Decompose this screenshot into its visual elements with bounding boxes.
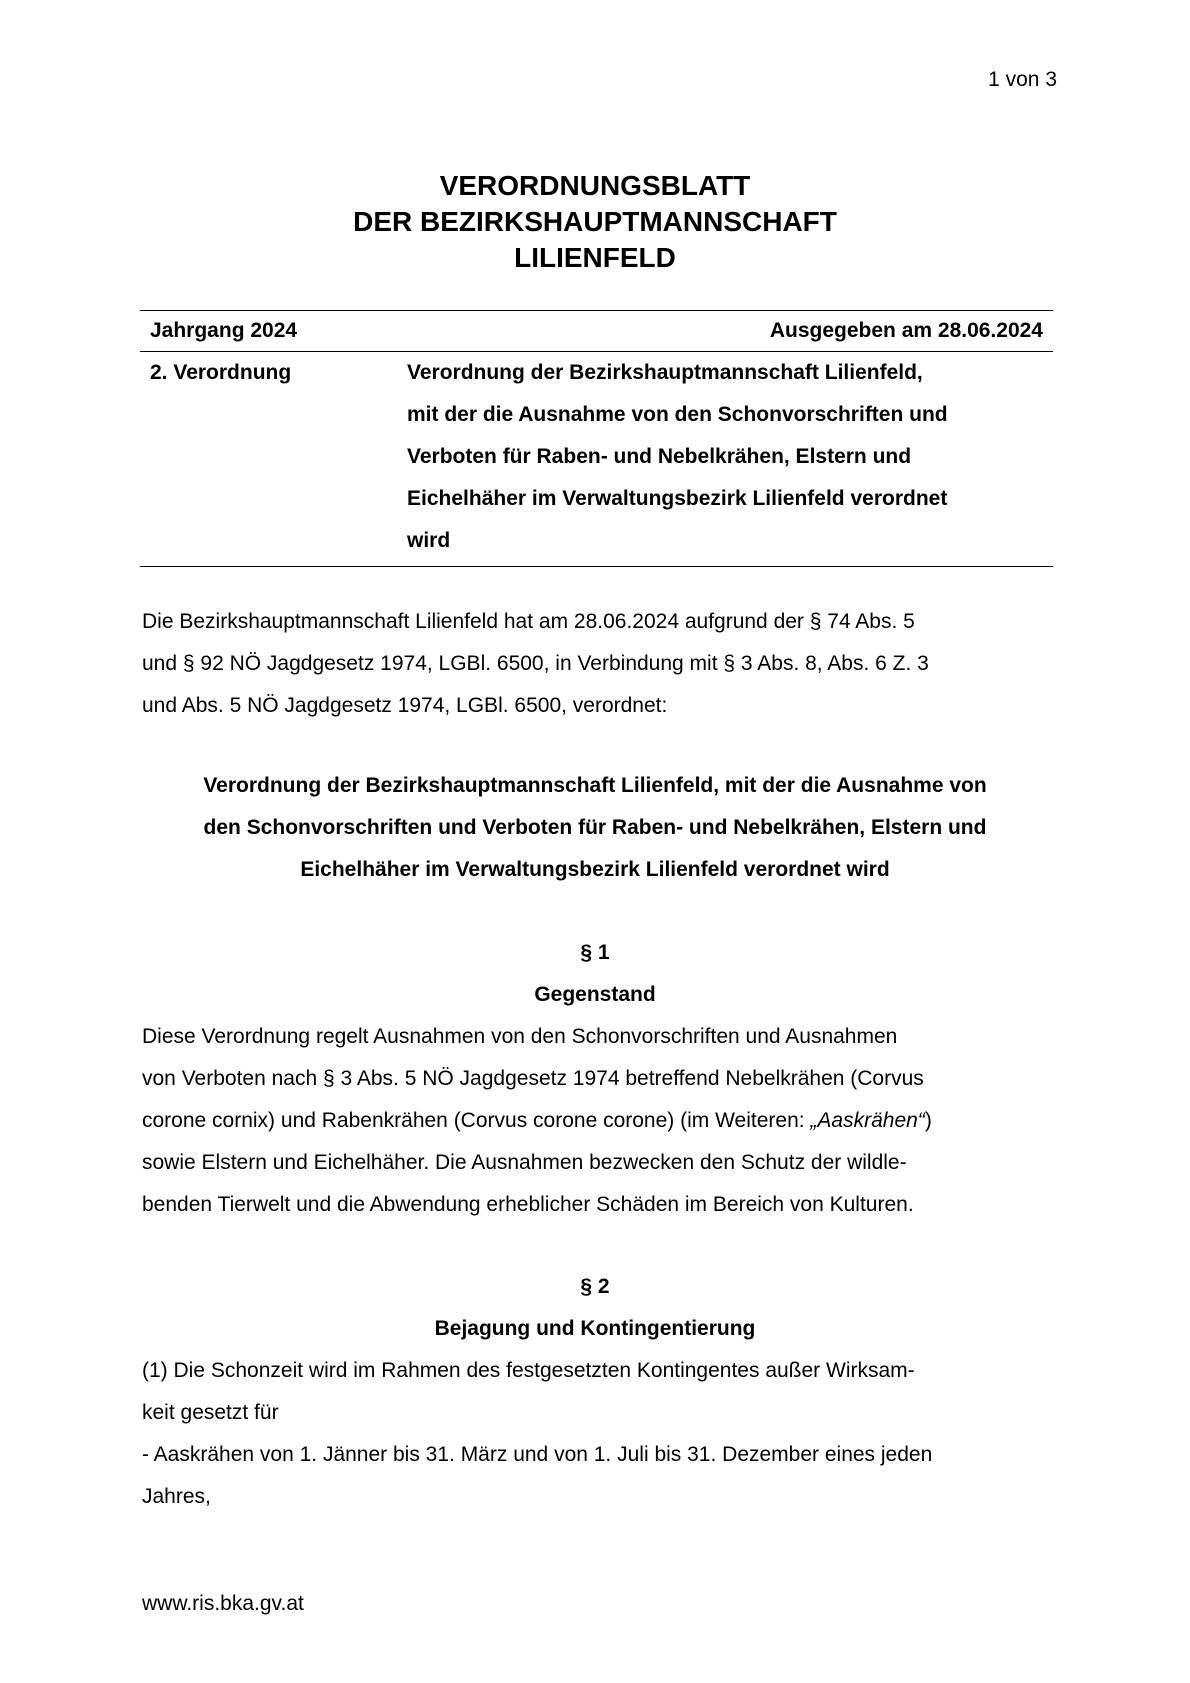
meta-row-issue xyxy=(140,311,1053,352)
verordnung-title-line: Eichelhäher im Verwaltungsbezirk Lilienfeld verordnet xyxy=(407,487,948,510)
section-line: - Aaskrähen von 1. Jänner bis 31. März und von 1. Juli bis 31. Dezember eines jeden xyxy=(142,1443,933,1466)
intro-line: und Abs. 5 NÖ Jagdgesetz 1974, LGBl. 6500, verordnet: xyxy=(142,694,668,717)
document-title xyxy=(0,168,1190,276)
title-line: VERORDNUNGSBLATT xyxy=(439,170,751,201)
section-number: § 1 xyxy=(580,941,610,964)
jahrgang: Jahrgang 2024 xyxy=(140,311,397,352)
section-title: Gegenstand xyxy=(534,983,656,1006)
heading-line: Verordnung der Bezirkshauptmannschaft Lilienfeld, mit der die Ausnahme von xyxy=(203,774,987,797)
section-line: (1) Die Schonzeit wird im Rahmen des festgesetzten Kontingentes außer Wirksam- xyxy=(142,1359,915,1382)
intro-paragraph xyxy=(142,601,1057,727)
section-line: von Verboten nach § 3 Abs. 5 NÖ Jagdgesetz 1974 betreffend Nebelkrähen (Corvus xyxy=(142,1067,924,1090)
section-line: benden Tierwelt und die Abwendung erheblicher Schäden im Bereich von Kulturen. xyxy=(142,1193,914,1216)
section-line: Diese Verordnung regelt Ausnahmen von den Schonvorschriften und Ausnahmen xyxy=(142,1025,898,1048)
title-line: DER BEZIRKSHAUPTMANNSCHAFT xyxy=(353,206,837,237)
verordnung-title xyxy=(397,352,1053,567)
section-line-text: corone cornix) und Rabenkrähen (Corvus corone corone) (im Weiteren: xyxy=(142,1109,811,1132)
closing-paren: ) xyxy=(924,1109,932,1132)
intro-line: Die Bezirkshauptmannschaft Lilienfeld hat am 28.06.2024 aufgrund der § 74 Abs. 5 xyxy=(142,610,915,633)
meta-row-verordnung xyxy=(140,352,1053,567)
section-1-text xyxy=(142,1016,1057,1226)
verordnung-title-line: Verboten für Raben- und Nebelkrähen, Elstern und xyxy=(407,445,912,468)
section-line: sowie Elstern und Eichelhäher. Die Ausnahmen bezwecken den Schutz der wildle- xyxy=(142,1151,907,1174)
heading-line: Eichelhäher im Verwaltungsbezirk Lilienfeld verordnet wird xyxy=(300,858,890,881)
section-line: keit gesetzt für xyxy=(142,1401,279,1424)
ausgegeben-date: Ausgegeben am 28.06.2024 xyxy=(397,311,1053,352)
verordnung-title-line: wird xyxy=(407,529,451,552)
section-line xyxy=(142,1100,1057,1142)
verordnung-number: 2. Verordnung xyxy=(140,352,397,567)
defined-term: „Aaskrähen“ xyxy=(810,1109,925,1132)
heading-line: den Schonvorschriften und Verboten für Raben- und Nebelkrähen, Elstern und xyxy=(203,816,987,839)
section-number: § 2 xyxy=(580,1275,610,1298)
section-1-heading xyxy=(0,932,1190,1016)
title-line: LILIENFELD xyxy=(514,242,676,273)
section-line: Jahres, xyxy=(142,1485,211,1508)
page-number: 1 von 3 xyxy=(988,68,1057,91)
verordnung-title-line: mit der die Ausnahme von den Schonvorschriften und xyxy=(407,403,948,426)
intro-line: und § 92 NÖ Jagdgesetz 1974, LGBl. 6500, in Verbindung mit § 3 Abs. 8, Abs. 6 Z. 3 xyxy=(142,652,929,675)
footer-url[interactable]: www.ris.bka.gv.at xyxy=(142,1592,304,1615)
meta-table xyxy=(140,310,1053,567)
section-2-heading xyxy=(0,1266,1190,1350)
section-2-text xyxy=(142,1350,1057,1518)
regulation-heading xyxy=(130,765,1060,891)
verordnung-title-line: Verordnung der Bezirkshauptmannschaft Lilienfeld, xyxy=(407,361,923,384)
section-title: Bejagung und Kontingentierung xyxy=(434,1317,756,1340)
